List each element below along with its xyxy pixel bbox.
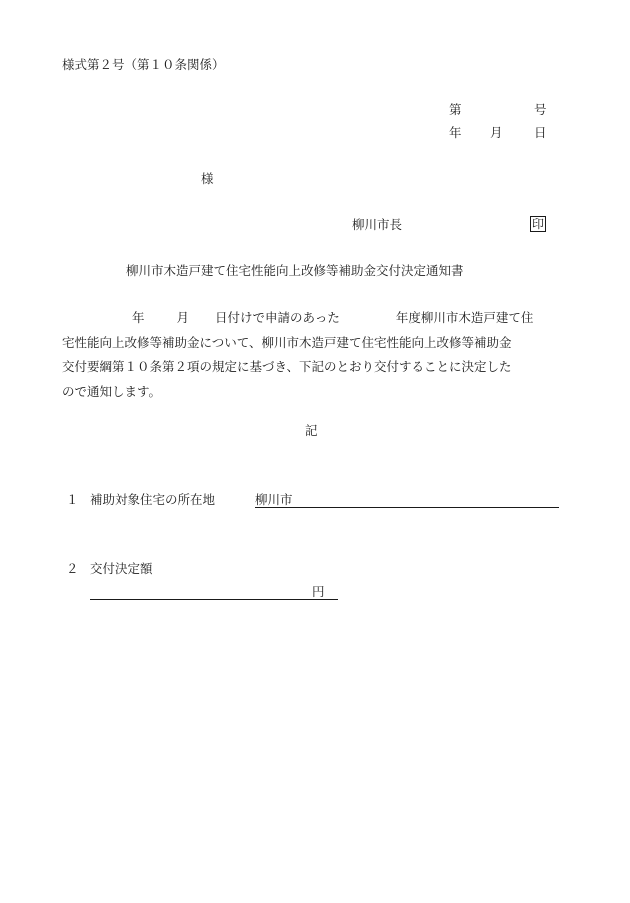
item-2-underline [90, 599, 338, 600]
doc-number-suffix: 号 [534, 102, 547, 117]
item-1-label: 補助対象住宅の所在地 [90, 492, 216, 507]
body-paragraph [62, 306, 562, 404]
item-2-unit: 円 [312, 584, 325, 599]
ki-heading: 記 [305, 423, 318, 438]
addressee-suffix: 様 [201, 171, 214, 186]
doc-date-day: 日 [534, 125, 547, 140]
body-line-4: ので通知します。 [62, 383, 162, 399]
item-2-label: 交付決定額 [90, 561, 153, 576]
item-1-underline [255, 507, 559, 508]
form-label: 様式第２号（第１０条関係） [62, 57, 225, 72]
doc-date-month: 月 [490, 125, 503, 140]
body-line-1-mid: 日付けで申請のあった [215, 310, 340, 325]
item-2-number: ２ [66, 561, 79, 576]
body-line-1-end: 年度柳川市木造戸建て住 [395, 310, 534, 325]
body-line-2: 宅性能向上改修等補助金について、柳川市木造戸建て住宅性能向上改修等補助金 [62, 334, 512, 350]
body-year-mark: 年 [132, 310, 145, 325]
body-line-1 [62, 306, 562, 331]
body-line-3: 交付要綱第１０条第２項の規定に基づき、下記のとおり交付することに決定した [62, 359, 512, 375]
body-month-mark: 月 [176, 310, 190, 325]
item-1-value: 柳川市 [255, 492, 293, 507]
doc-number-prefix: 第 [449, 102, 462, 117]
item-1-number: １ [66, 492, 79, 507]
issuer-title: 柳川市長 [352, 217, 403, 232]
seal-mark: 印 [531, 217, 544, 231]
document-title: 柳川市木造戸建て住宅性能向上改修等補助金交付決定通知書 [126, 263, 464, 278]
doc-date-year: 年 [449, 125, 462, 140]
